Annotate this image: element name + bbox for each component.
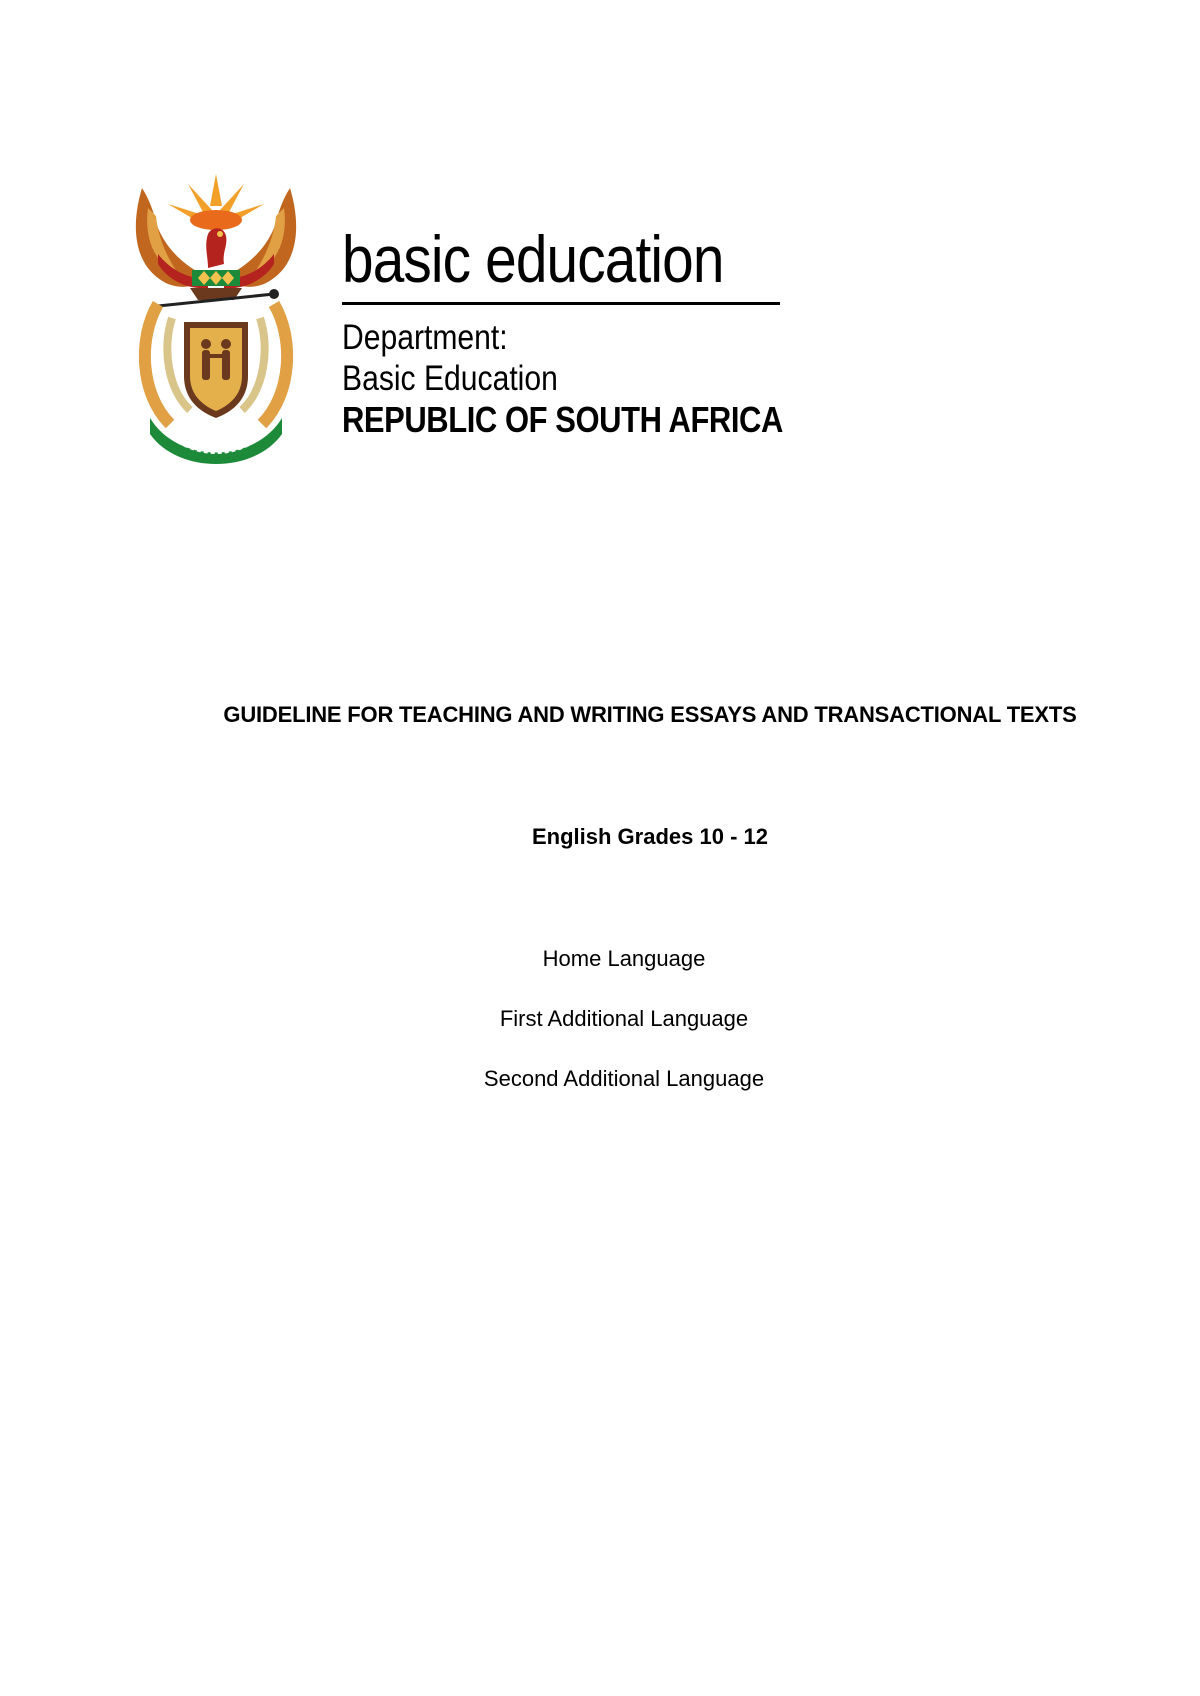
department-branding [342,224,782,440]
list-item: Second Additional Language [483,1066,765,1091]
country-name: REPUBLIC OF SOUTH AFRICA [342,399,783,440]
document-subtitle: English Grades 10 - 12 [532,824,768,849]
letterhead [128,168,788,468]
list-item: Home Language [542,946,706,971]
brand-name: basic education [342,222,724,296]
language-levels-list [0,944,1200,1124]
brand-divider [342,302,780,305]
coat-of-arms-logo [128,168,304,464]
department-name: Basic Education [342,359,558,398]
document-title: GUIDELINE FOR TEACHING AND WRITING ESSAYS AND TRANSACTIONAL TEXTS [223,702,1077,727]
list-item: First Additional Language [499,1006,749,1031]
department-label: Department: [342,318,508,357]
